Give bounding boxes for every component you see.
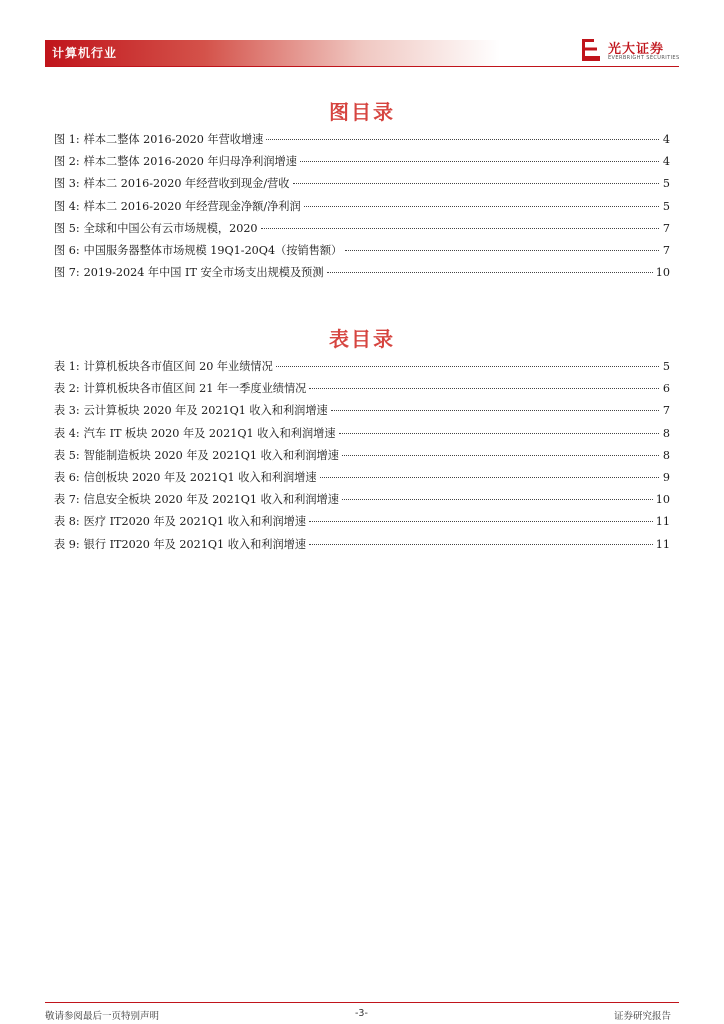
entry-label: 图 5: — [54, 221, 80, 235]
entry-title: 样本二整体 2016-2020 年营收增速 — [83, 133, 264, 146]
entry-page-number: 5 — [662, 360, 670, 373]
dot-leader — [339, 433, 659, 434]
entry-page-number: 11 — [655, 537, 670, 551]
dot-leader — [309, 521, 653, 522]
entry-page-number: 10 — [655, 493, 670, 507]
table-list-entry[interactable] — [54, 489, 670, 511]
entry-page-number: 7 — [662, 404, 670, 418]
table-list-entry[interactable] — [54, 378, 670, 400]
entry-title: 样本二 2016-2020 年经营现金净额/净利润 — [83, 199, 301, 213]
logo-english-name: EVERBRIGHT SECURITIES — [608, 55, 680, 61]
table-list-entry[interactable] — [54, 400, 670, 422]
dot-leader — [309, 388, 659, 389]
figure-list-entry[interactable] — [54, 151, 670, 173]
dot-leader — [342, 499, 653, 500]
entry-label: 表 5: — [54, 448, 80, 462]
entry-title: 信创板块 2020 年及 2021Q1 收入和利润增速 — [83, 470, 317, 484]
figure-list — [54, 129, 670, 284]
figure-list-entry[interactable] — [54, 196, 670, 218]
entry-label: 图 4: — [54, 199, 80, 213]
entry-page-number: 5 — [662, 177, 670, 191]
table-list-title: 表目录 — [329, 327, 395, 351]
footer-page-number: -3- — [355, 1008, 368, 1019]
entry-label: 图 3: — [54, 177, 80, 191]
entry-title: 中国服务器整体市场规模 19Q1-20Q4（按销售额） — [83, 243, 343, 257]
figure-list-entry[interactable] — [54, 262, 670, 284]
entry-page-number: 9 — [662, 470, 670, 484]
dot-leader — [331, 410, 659, 411]
entry-page-number: 6 — [662, 382, 670, 396]
entry-page-number: 5 — [662, 199, 670, 213]
entry-title: 样本二 2016-2020 年经营收到现金/营收 — [83, 177, 290, 191]
table-list-entry[interactable] — [54, 423, 670, 445]
entry-label: 表 8: — [54, 515, 80, 529]
entry-label: 图 2: — [54, 155, 80, 169]
footer-disclaimer: 敬请参阅最后一页特别声明 — [45, 1011, 160, 1022]
entry-title: 云计算板块 2020 年及 2021Q1 收入和利润增速 — [83, 404, 328, 418]
dot-leader — [261, 228, 659, 229]
entry-label: 表 3: — [54, 404, 80, 418]
entry-title: 样本二整体 2016-2020 年归母净利润增速 — [83, 155, 297, 169]
entry-title: 信息安全板块 2020 年及 2021Q1 收入和利润增速 — [83, 493, 339, 507]
industry-label: 计算机行业 — [52, 46, 118, 60]
table-list-entry[interactable] — [54, 511, 670, 533]
entry-label: 图 6: — [54, 243, 80, 257]
table-list-entry[interactable] — [54, 356, 670, 378]
footer-divider — [45, 1002, 679, 1003]
figure-list-entry[interactable] — [54, 129, 670, 151]
entry-title: 汽车 IT 板块 2020 年及 2021Q1 收入和利润增速 — [83, 426, 336, 440]
entry-page-number: 4 — [662, 133, 670, 146]
company-logo — [580, 36, 680, 66]
entry-title: 医疗 IT2020 年及 2021Q1 收入和利润增速 — [83, 515, 307, 529]
entry-title: 计算机板块各市值区间 21 年一季度业绩情况 — [83, 382, 307, 396]
dot-leader — [320, 477, 659, 478]
entry-title: 全球和中国公有云市场规模，2020 — [83, 221, 258, 235]
logo-chinese-name: 光大证券 — [608, 42, 665, 57]
entry-label: 表 6: — [54, 470, 80, 484]
figure-list-title: 图目录 — [329, 100, 395, 124]
entry-page-number: 11 — [655, 515, 670, 529]
header-divider — [45, 66, 679, 67]
dot-leader — [293, 183, 660, 184]
entry-page-number: 7 — [662, 221, 670, 235]
table-list-entry[interactable] — [54, 467, 670, 489]
dot-leader — [342, 455, 659, 456]
entry-label: 图 7: — [54, 266, 80, 280]
dot-leader — [300, 161, 659, 162]
table-list-entry[interactable] — [54, 534, 670, 556]
entry-title: 智能制造板块 2020 年及 2021Q1 收入和利润增速 — [83, 448, 339, 462]
footer-report-type: 证券研究报告 — [614, 1011, 672, 1022]
entry-page-number: 7 — [662, 243, 670, 257]
entry-label: 表 9: — [54, 537, 80, 551]
table-list-entry[interactable] — [54, 445, 670, 467]
dot-leader — [276, 366, 659, 367]
entry-page-number: 4 — [662, 155, 670, 169]
entry-page-number: 8 — [662, 426, 670, 440]
dot-leader — [304, 206, 659, 207]
table-list — [54, 356, 670, 556]
dot-leader — [345, 250, 659, 251]
dot-leader — [309, 544, 653, 545]
entry-title: 2019-2024 年中国 IT 安全市场支出规模及预测 — [83, 266, 324, 280]
entry-label: 表 1: — [54, 360, 80, 373]
entry-title: 银行 IT2020 年及 2021Q1 收入和利润增速 — [83, 537, 307, 551]
everbright-logo-icon — [580, 37, 602, 63]
entry-page-number: 8 — [662, 448, 670, 462]
dot-leader — [266, 139, 659, 140]
figure-list-entry[interactable] — [54, 240, 670, 262]
figure-list-entry[interactable] — [54, 218, 670, 240]
entry-label: 表 2: — [54, 382, 80, 396]
entry-title: 计算机板块各市值区间 20 年业绩情况 — [83, 360, 273, 373]
entry-label: 表 7: — [54, 493, 80, 507]
entry-label: 图 1: — [54, 133, 80, 146]
entry-label: 表 4: — [54, 426, 80, 440]
header-band — [45, 40, 500, 66]
figure-list-entry[interactable] — [54, 173, 670, 195]
entry-page-number: 10 — [655, 266, 670, 280]
dot-leader — [327, 272, 653, 273]
